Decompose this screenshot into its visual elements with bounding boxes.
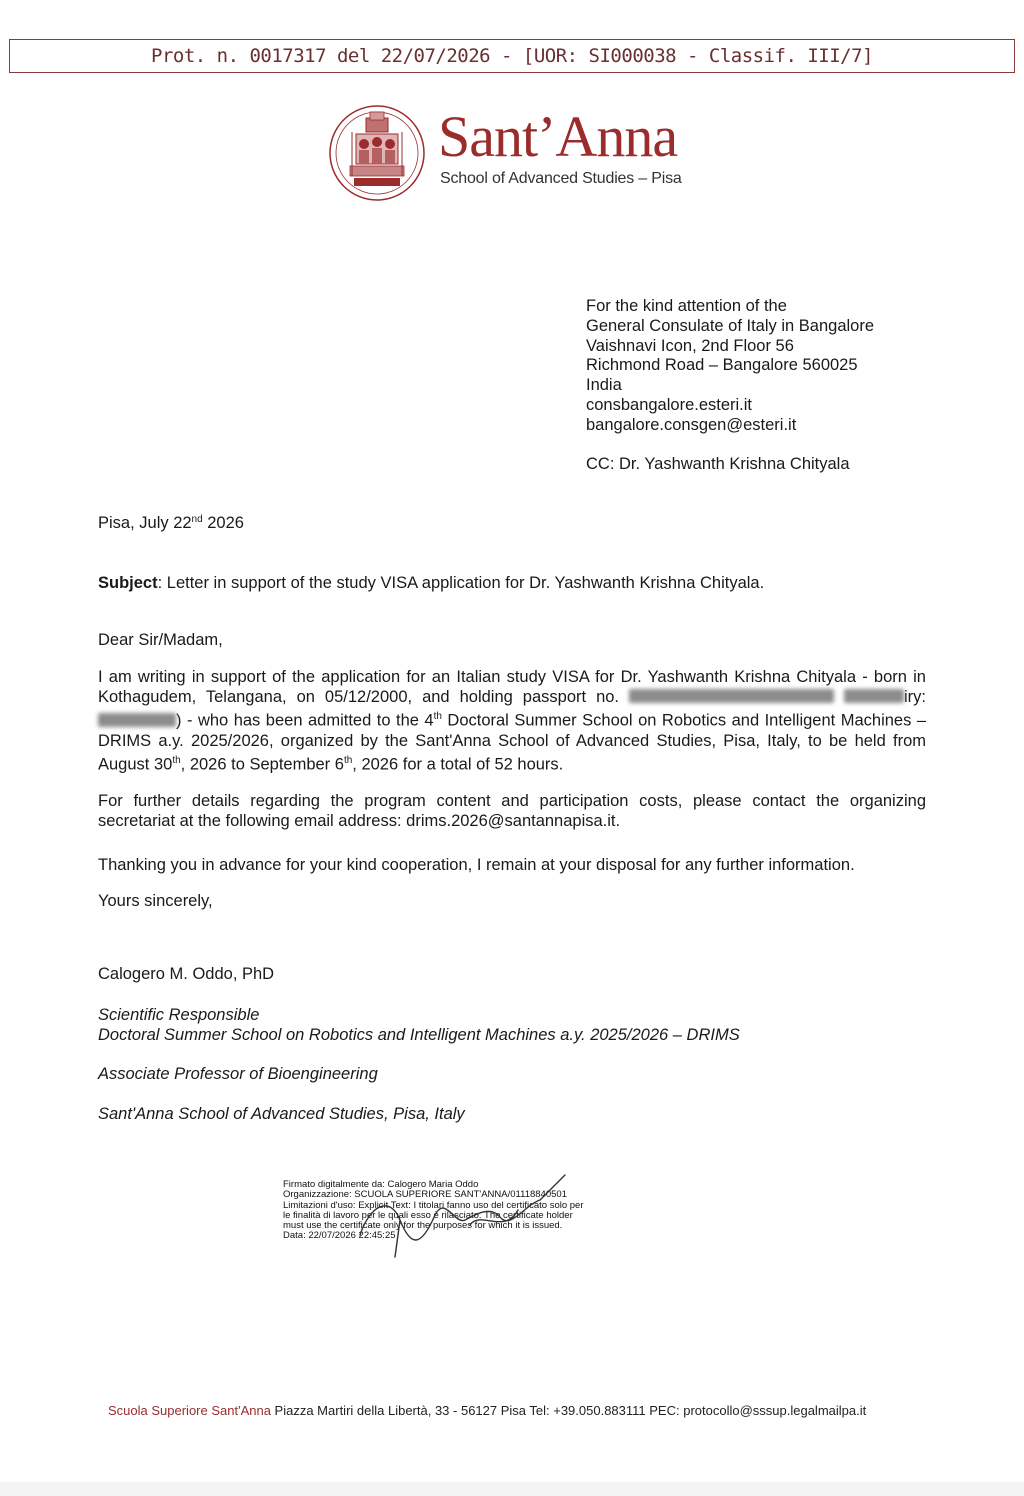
greeting: Dear Sir/Madam, <box>98 631 223 649</box>
signatory-role-1 <box>98 1005 740 1045</box>
redacted-passport <box>629 689 834 703</box>
role-title: Scientific Responsible <box>98 1006 260 1024</box>
recipient-line: Vaishnavi Icon, 2nd Floor 56 <box>586 336 794 355</box>
brand-subtitle: School of Advanced Studies – Pisa <box>440 170 682 187</box>
body-text: I am writing in support of the application for an Italian study VISA for Dr. Yashwanth Krishna Chityala - born in Kothagudem, Telangana, on 05/12/2000, and holding passport no. <box>98 668 926 706</box>
date-prefix: Pisa, July 22 <box>98 514 192 532</box>
seal-logo <box>328 104 426 202</box>
footer <box>108 1403 866 1418</box>
date-year: 2026 <box>202 514 244 532</box>
ordinal-suffix: th <box>433 711 442 722</box>
digital-signature-line: Firmato digitalmente da: Calogero Maria Oddo <box>283 1179 479 1190</box>
redacted-expiry-label <box>844 689 904 703</box>
body-paragraph-3: Thanking you in advance for your kind cooperation, I remain at your disposal for any further information. <box>98 856 855 874</box>
closing: Yours sincerely, <box>98 892 213 910</box>
subject-line <box>98 574 764 593</box>
recipient-line: For the kind attention of the <box>586 297 787 315</box>
digital-signature-line: Organizzazione: SCUOLA SUPERIORE SANT'ANNA/01118840501 <box>283 1189 567 1201</box>
body-paragraph-1 <box>98 667 926 774</box>
protocol-stamp <box>9 39 1015 73</box>
page-edge <box>0 1482 1024 1496</box>
footer-details: Piazza Martiri della Libertà, 33 - 56127 Pisa Tel: +39.050.883111 PEC: protocollo@sssup.legalmailpa.it <box>270 1403 867 1418</box>
recipient-line: General Consulate of Italy in Bangalore <box>586 316 875 335</box>
signatory-role-2: Associate Professor of Bioengineering <box>98 1065 378 1083</box>
cc-line: CC: Dr. Yashwanth Krishna Chityala <box>586 455 850 473</box>
date-suffix: nd <box>191 514 203 525</box>
recipient-line: bangalore.consgen@esteri.it <box>586 415 797 434</box>
body-paragraph-2: For further details regarding the program content and participation costs, please contact the organizing secretariat at the following email address: drims.2026@santannapisa.it. <box>98 792 926 830</box>
digital-signature-line: must use the certificate only for the purposes for which it is issued. <box>283 1220 563 1232</box>
body-text: Doctoral Summer School on Robotics and Intelligent Machines – DRIMS a.y. 2025/2026, organized by the Sant'Anna School of Advanced Studies, Pisa, Italy, to be held from August 30 <box>98 711 926 773</box>
body-text: , 2026 to September 6 <box>180 755 344 773</box>
redacted-expiry-date <box>98 713 176 727</box>
subject-label: Subject <box>98 574 158 592</box>
body-text: ) - who has been admitted to the 4 <box>176 711 434 730</box>
digital-signature-line: Limitazioni d'uso: Explicit Text: I titolari fanno uso del certificato solo per <box>283 1199 584 1211</box>
signatory-name: Calogero M. Oddo, PhD <box>98 965 275 983</box>
subject-text: : Letter in support of the study VISA application for Dr. Yashwanth Krishna Chityala. <box>157 574 765 592</box>
body-text: , 2026 for a total of 52 hours. <box>352 755 564 773</box>
signatory-role-3: Sant'Anna School of Advanced Studies, Pisa, Italy <box>98 1105 465 1123</box>
digital-signature-line: le finalità di lavoro per le quali esso è rilasciato. The certificate holder <box>283 1209 573 1221</box>
brand-name: Sant’Anna <box>438 104 678 169</box>
protocol-text: Prot. n. 0017317 del 22/07/2026 - [UOR: SI000038 - Classif. III/7] <box>151 45 873 67</box>
letter-date <box>98 514 244 533</box>
body-text: iry: <box>904 688 926 706</box>
ordinal-suffix: th <box>172 754 181 766</box>
recipient-address <box>586 297 874 436</box>
recipient-line: Richmond Road – Bangalore 560025 <box>586 356 858 375</box>
role-program: Doctoral Summer School on Robotics and Intelligent Machines a.y. 2025/2026 – DRIMS <box>98 1026 740 1044</box>
recipient-line: India <box>586 376 622 395</box>
handwritten-signature <box>340 1165 590 1265</box>
recipient-line: consbangalore.esteri.it <box>586 395 753 414</box>
ordinal-suffix: th <box>343 754 353 766</box>
footer-org: Scuola Superiore Sant'Anna <box>108 1403 271 1418</box>
digital-signature-line: Data: 22/07/2026 22:45:25 <box>283 1230 396 1242</box>
